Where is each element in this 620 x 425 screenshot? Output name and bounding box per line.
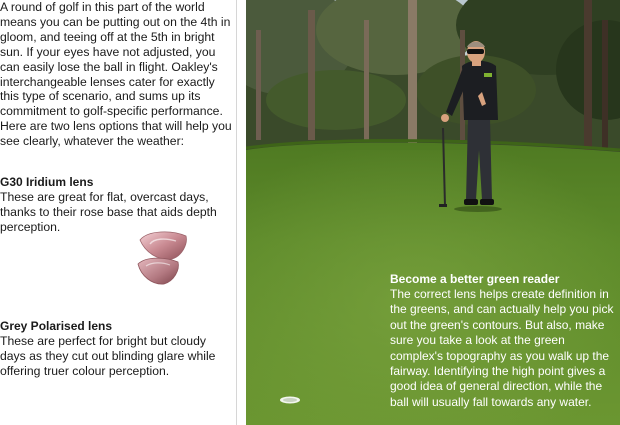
photo-caption [390, 272, 616, 410]
article-left-column [0, 0, 236, 425]
column-divider [236, 0, 246, 425]
caption-title: Become a better green reader [390, 272, 560, 286]
rose-lens-icon [132, 226, 194, 288]
lens-1-description: These are great for flat, overcast days, thanks to their rose base that aids depth perception. [0, 190, 217, 234]
intro-paragraph: A round of golf in this part of the world means you can be putting out on the 4th in gloom, and teeing off at the 5th in bright sun. If your eyes have not adjusted, you can easily lose the ball in flight. Oakley's interchangeable lenses cater for exactly this type of scenario, and sums up its commitment to golf-specific performance. Here are two lens options that will help you see clearly, whatever the weather: [0, 0, 232, 149]
caption-text: The correct lens helps create definition in the greens, and can actually help you pick out the green's contours. But also, make sure you take a look at the green complex's topography as you walk up the fairway. Identifying the high point gives a good idea of general direction, while the ball will usually fall towards any water. [390, 287, 614, 409]
lens-1-title: G30 Iridium lens [0, 175, 94, 189]
lens-2-title: Grey Polarised lens [0, 319, 113, 333]
lens-2-description: These are perfect for bright but cloudy days as they cut out blinding glare while offering truer colour perception. [0, 334, 216, 378]
